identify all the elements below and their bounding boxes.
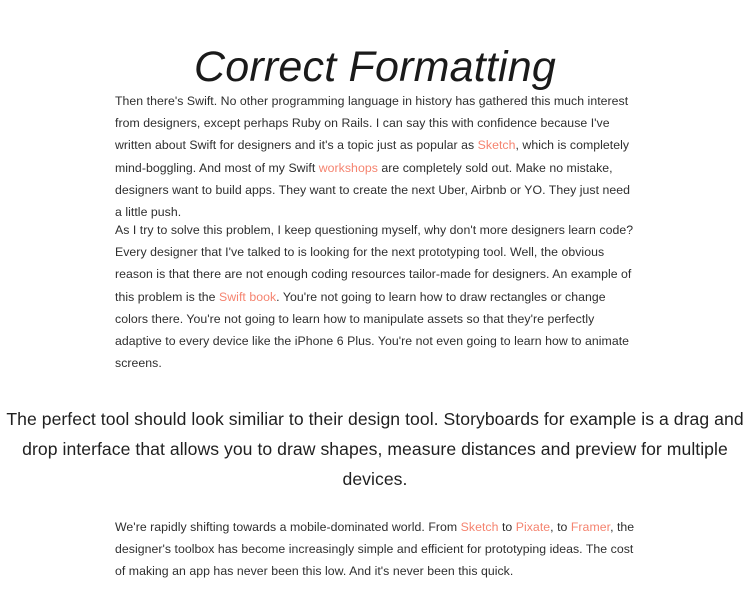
link-sketch-2[interactable]: Sketch <box>460 520 499 534</box>
paragraph-3-text-segment-2: to <box>498 520 516 534</box>
paragraph-2-text-segment-1: As I try to solve this problem, I keep questioning myself, why don't more designers learn code? Every designer that I've talked to is looking for the next prototyping tool. Well, the obvious reason is that there are not enough coding resources tailor-made for designers. An example of this problem is the <box>115 223 634 304</box>
link-framer[interactable]: Framer <box>570 520 611 534</box>
paragraph-2 <box>115 219 637 374</box>
paragraph-1-text-segment-3: are completely sold out. Make no mistake, designers want to build apps. They want to create the next Uber, Airbnb or YO. They just need a little push. <box>115 160 631 220</box>
paragraph-1-text-segment-2: , which is completely mind-boggling. And most of my Swift <box>115 138 630 175</box>
link-pixate[interactable]: Pixate <box>515 520 551 534</box>
paragraph-1 <box>115 90 637 223</box>
link-swift-book[interactable]: Swift book <box>219 289 277 304</box>
paragraph-3-text-segment-3: , to <box>550 520 571 534</box>
link-sketch[interactable]: Sketch <box>477 138 516 153</box>
page-title: Correct Formatting <box>193 42 557 91</box>
paragraph-1-text-segment-1: Then there's Swift. No other programming language in history has gathered this much interest from designers, except perhaps Ruby on Rails. I can say this with confidence because I've written about Swift for designers and it's a topic just as popular as <box>115 94 629 153</box>
paragraph-3 <box>115 516 637 583</box>
paragraph-3-text-segment-4: , the designer's toolbox has become increasingly simple and efficient for prototyping ideas. The cost of making an app has never been this low. And it's never been this quick. <box>115 520 635 579</box>
pull-quote: The perfect tool should look similiar to their design tool. Storyboards for example is a drag and drop interface that allows you to draw shapes, measure distances and preview for multiple devices. <box>6 409 744 489</box>
paragraph-3-text-segment-1: We're rapidly shifting towards a mobile-dominated world. From <box>115 520 461 534</box>
link-workshops[interactable]: workshops <box>318 160 378 175</box>
paragraph-2-text-segment-2: . You're not going to learn how to draw rectangles or change colors there. You're not going to learn how to manipulate assets so that they're perfectly adaptive to every device like the iPhone 6 Plus. You're not even going to learn how to animate screens. <box>115 289 630 371</box>
